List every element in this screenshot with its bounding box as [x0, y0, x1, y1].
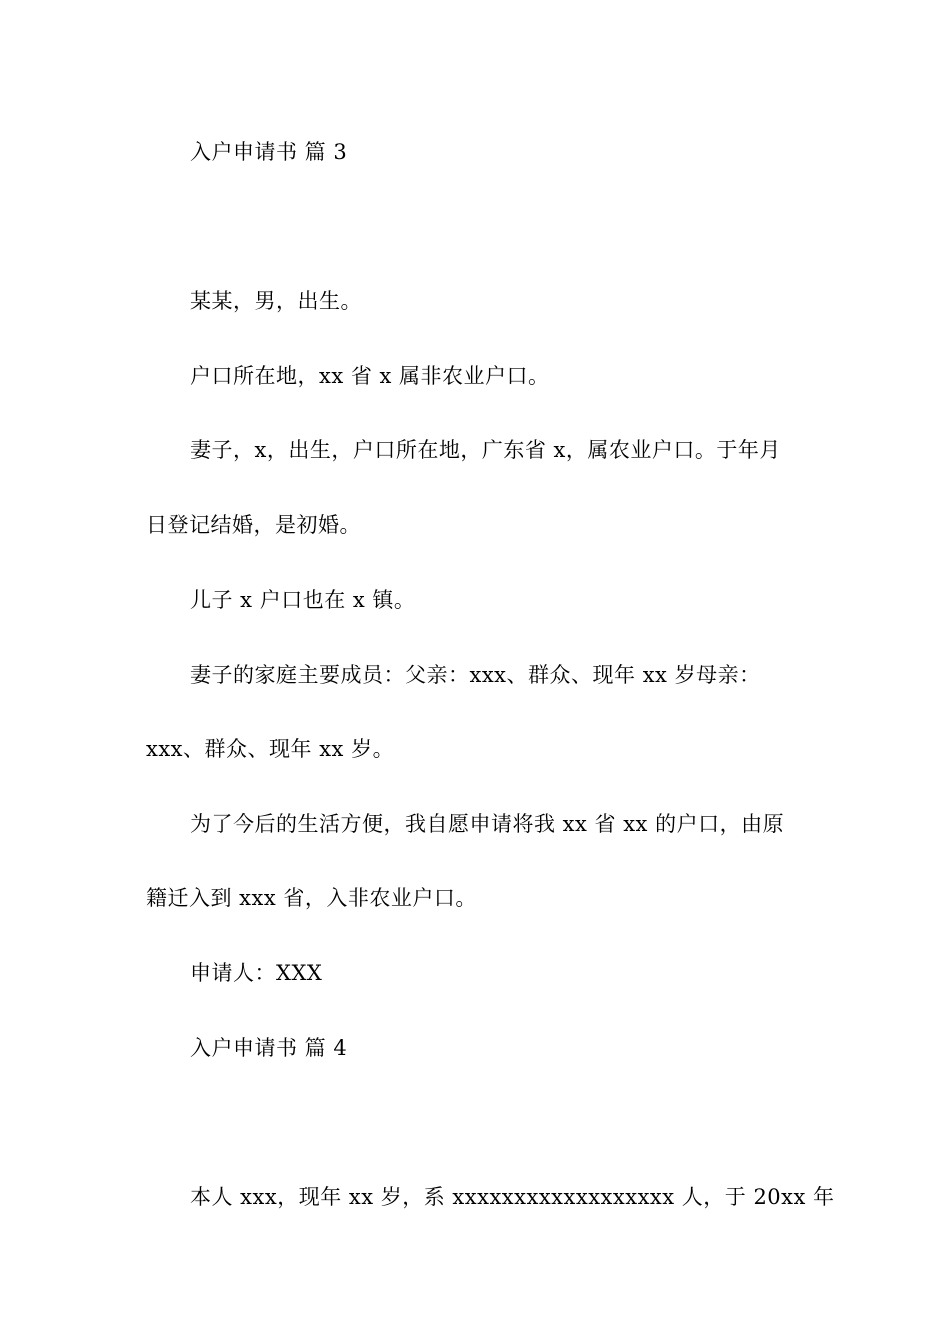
paragraph-line: 户口所在地，xx 省 x 属非农业户口。 [190, 364, 550, 388]
signature-line: 申请人：XXX [190, 961, 323, 985]
section-heading: 入户申请书 篇 3 [190, 140, 348, 164]
paragraph-line: xxx、群众、现年 xx 岁。 [146, 737, 395, 761]
paragraph-line: 妻子的家庭主要成员：父亲：xxx、群众、现年 xx 岁母亲： [190, 663, 761, 687]
paragraph-line: 为了今后的生活方便，我自愿申请将我 xx 省 xx 的户口，由原 [190, 812, 785, 836]
paragraph-line: 籍迁入到 xxx 省，入非农业户口。 [146, 886, 477, 910]
paragraph-line: 妻子，x，出生，户口所在地，广东省 x，属农业户口。于年月 [190, 438, 781, 462]
section-heading: 入户申请书 篇 4 [190, 1036, 348, 1060]
paragraph-line: 本人 xxx，现年 xx 岁，系 xxxxxxxxxxxxxxxxxx 人，于 20xx 年 [190, 1185, 835, 1209]
paragraph-line: 某某，男，出生。 [190, 289, 362, 313]
paragraph-line: 日登记结婚，是初婚。 [146, 513, 361, 537]
paragraph-line: 儿子 x 户口也在 x 镇。 [190, 588, 416, 612]
